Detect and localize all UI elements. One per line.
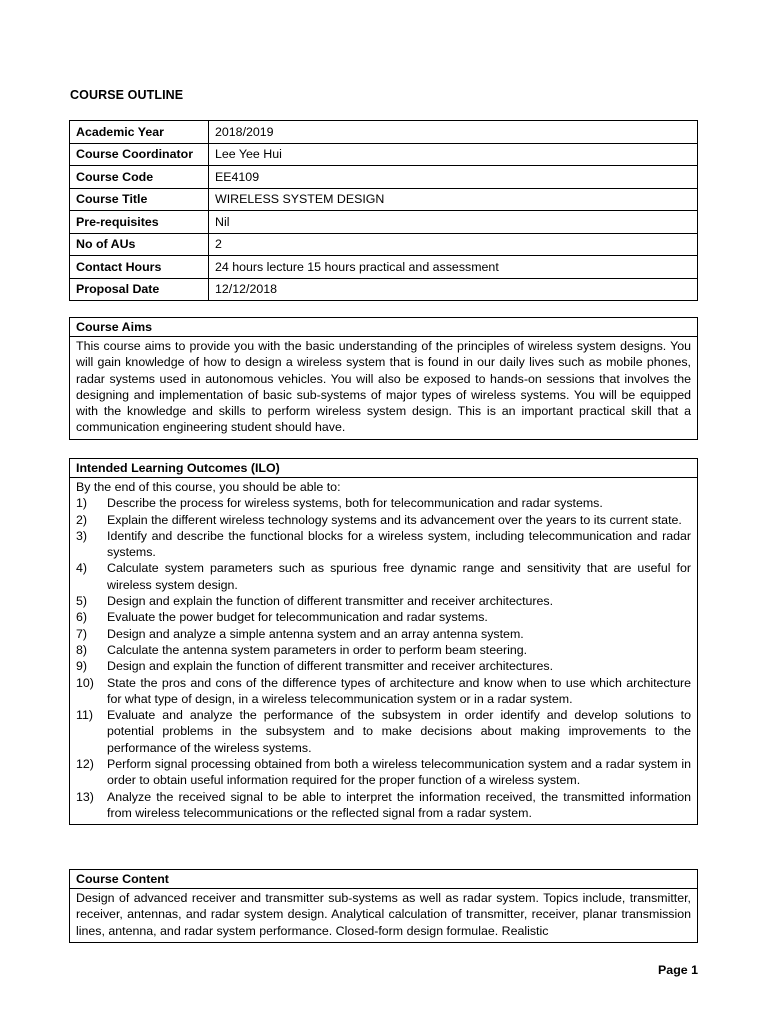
item-text: Explain the different wireless technology systems and its advancement over the years to its current state. <box>107 512 682 527</box>
row-value: 2018/2019 <box>209 121 698 144</box>
item-number: 1) <box>76 496 88 511</box>
table-row <box>70 188 698 211</box>
page-number: Page 1 <box>658 963 698 977</box>
item-text: Design and explain the function of different transmitter and receiver architectures. <box>107 659 554 674</box>
item-number: 8) <box>76 642 88 657</box>
table-row <box>70 233 698 256</box>
item-number: 3) <box>76 528 88 543</box>
row-value: Nil <box>209 211 698 234</box>
item-number: 10) <box>76 675 94 690</box>
outcome-list <box>76 495 691 821</box>
item-text: Calculate the antenna system parameters in order to perform beam steering. <box>107 642 528 657</box>
item-number: 9) <box>76 659 88 674</box>
section-intro: By the end of this course, you should be able to: <box>76 480 341 494</box>
row-label: Academic Year <box>70 121 209 144</box>
list-item <box>76 658 691 674</box>
row-value: WIRELESS SYSTEM DESIGN <box>209 188 698 211</box>
table-row <box>70 211 698 234</box>
item-text: Analyze the received signal to be able to interpret the information received, the transmitted information from wireless telecommunications or the reflected signal from a radar system. <box>107 789 691 820</box>
table-row <box>70 143 698 166</box>
item-number: 4) <box>76 561 88 576</box>
table-row <box>70 278 698 301</box>
list-item <box>76 675 691 708</box>
list-item <box>76 642 691 658</box>
section-body <box>70 478 697 824</box>
learning-outcomes-section <box>69 458 698 825</box>
item-text: Evaluate the power budget for telecommunication and radar systems. <box>107 610 488 625</box>
row-label: Course Code <box>70 166 209 189</box>
table-row <box>70 256 698 279</box>
section-heading: Intended Learning Outcomes (ILO) <box>70 459 697 478</box>
row-label: Course Title <box>70 188 209 211</box>
item-text: Design and explain the function of different transmitter and receiver architectures. <box>107 594 554 609</box>
row-value: 2 <box>209 233 698 256</box>
row-label: Contact Hours <box>70 256 209 279</box>
item-text: Identify and describe the functional blocks for a wireless system, including telecommunication and radar systems. <box>107 528 691 560</box>
row-label: Course Coordinator <box>70 143 209 166</box>
section-body: This course aims to provide you with the basic understanding of the principles of wireless system designs. You will gain knowledge of how to design a wireless system that is found in our daily lives such as mobile phones, radar systems used in autonomous vehicles. You will also be exposed to hands-on sessions that involves the designing and implementation of basic sub-systems of major types of wireless systems. You will be equipped with the knowledge and skills to perform wireless system design. This is an important practical skill that a communication engineering student should have. <box>76 339 691 435</box>
list-item <box>76 707 691 756</box>
item-number: 13) <box>76 789 94 804</box>
table-row <box>70 121 698 144</box>
row-value: 24 hours lecture 15 hours practical and assessment <box>209 256 698 279</box>
item-text: Calculate system parameters such as spurious free dynamic range and sensitivity that are useful for wireless system design. <box>107 561 691 592</box>
item-text: State the pros and cons of the difference types of architecture and know when to use which architecture for what type of design, in a wireless telecommunication system or in a radar system. <box>107 675 691 706</box>
course-content-section <box>69 869 698 943</box>
list-item <box>76 528 691 561</box>
list-item <box>76 626 691 642</box>
row-value: Lee Yee Hui <box>209 143 698 166</box>
list-item <box>76 560 691 593</box>
item-number: 11) <box>76 708 93 723</box>
table-row <box>70 166 698 189</box>
section-heading: Course Content <box>70 870 697 889</box>
item-text: Describe the process for wireless systems, both for telecommunication and radar systems. <box>107 496 603 511</box>
row-value: EE4109 <box>209 166 698 189</box>
list-item <box>76 756 691 789</box>
item-number: 7) <box>76 626 88 641</box>
list-item <box>76 789 691 822</box>
section-heading: Course Aims <box>70 318 697 337</box>
item-text: Evaluate and analyze the performance of the subsystem in order identify and develop solutions to potential problems in the subsystem and to make decisions about making improvements to the performance of the wireless systems. <box>107 708 691 755</box>
list-item <box>76 512 691 528</box>
row-label: Pre-requisites <box>70 211 209 234</box>
item-number: 2) <box>76 512 88 527</box>
item-number: 6) <box>76 610 88 625</box>
course-info-table <box>69 120 698 301</box>
item-number: 5) <box>76 594 88 609</box>
list-item <box>76 593 691 609</box>
section-body: Design of advanced receiver and transmitter sub-systems as well as radar system. Topics include, transmitter, receiver, antennas, and radar system design. Analytical calculation of transmitter, receiver, planar transmission lines, antenna, and radar system performance. Closed-form design formulae. Realistic <box>76 891 691 938</box>
row-value: 12/12/2018 <box>209 278 698 301</box>
item-text: Perform signal processing obtained from both a wireless telecommunication system and a radar system in order to obtain useful information required for the proper function of a wireless system. <box>107 757 691 788</box>
course-aims-section <box>69 317 698 440</box>
list-item <box>76 609 691 625</box>
list-item <box>76 495 691 511</box>
page-title: COURSE OUTLINE <box>70 88 184 102</box>
row-label: Proposal Date <box>70 278 209 301</box>
item-number: 12) <box>76 757 94 772</box>
row-label: No of AUs <box>70 233 209 256</box>
item-text: Design and analyze a simple antenna system and an array antenna system. <box>107 626 524 641</box>
